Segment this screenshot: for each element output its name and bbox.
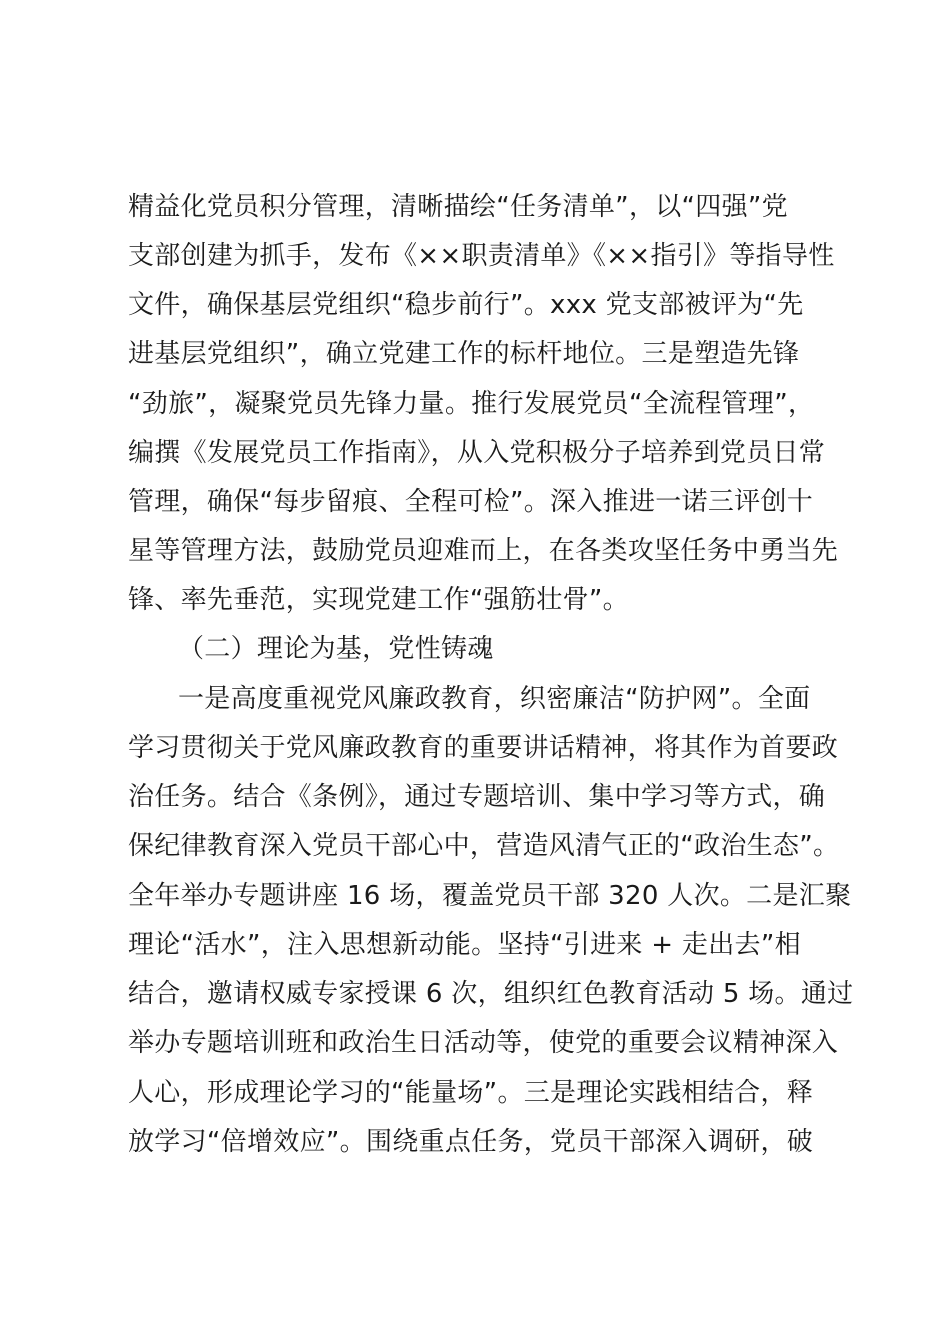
paragraph-line: 支部创建为抓手，发布《××职责清单》《××指引》等指导性 bbox=[128, 241, 835, 271]
paragraph-line: 管理，确保“每步留痕、全程可检”。深入推进一诺三评创十 bbox=[128, 487, 814, 517]
paragraph-line: 精益化党员积分管理，清晰描绘“任务清单”，以“四强”党 bbox=[128, 192, 788, 222]
paragraph-line: 放学习“倍增效应”。围绕重点任务，党员干部深入调研，破 bbox=[128, 1127, 814, 1157]
paragraph-line: 编撰《发展党员工作指南》，从入党积极分子培养到党员日常 bbox=[128, 438, 826, 468]
paragraph-line: 星等管理方法，鼓励党员迎难而上，在各类攻坚任务中勇当先 bbox=[128, 536, 839, 566]
paragraph-line: 锋、率先垂范，实现党建工作“强筋壮骨”。 bbox=[128, 585, 629, 615]
section-heading: （二）理论为基，党性铸魂 bbox=[178, 634, 494, 664]
paragraph-line: 学习贯彻关于党风廉政教育的重要讲话精神，将其作为首要政 bbox=[128, 733, 839, 763]
paragraph-line: 结合，邀请权威专家授课 6 次，组织红色教育活动 5 场。通过 bbox=[128, 979, 854, 1009]
paragraph-line: 一是高度重视党风廉政教育，织密廉洁“防护网”。全面 bbox=[178, 684, 811, 714]
paragraph-line: 进基层党组织”，确立党建工作的标杆地位。三是塑造先锋 bbox=[128, 339, 800, 369]
paragraph-line: “劲旅”，凝聚党员先锋力量。推行发展党员“全流程管理”， bbox=[128, 389, 815, 419]
paragraph-line: 治任务。结合《条例》，通过专题培训、集中学习等方式，确 bbox=[128, 782, 826, 812]
paragraph-line: 保纪律教育深入党员干部心中，营造风清气正的“政治生态”。 bbox=[128, 831, 840, 861]
paragraph-line: 理论“活水”，注入思想新动能。坚持“引进来 + 走出去”相 bbox=[128, 930, 801, 960]
paragraph-line: 人心，形成理论学习的“能量场”。三是理论实践相结合，释 bbox=[128, 1078, 814, 1108]
paragraph-line: 文件，确保基层党组织“稳步前行”。xxx 党支部被评为“先 bbox=[128, 290, 804, 320]
paragraph-line: 举办专题培训班和政治生日活动等，使党的重要会议精神深入 bbox=[128, 1028, 839, 1058]
paragraph-line: 全年举办专题讲座 16 场，覆盖党员干部 320 人次。二是汇聚 bbox=[128, 881, 852, 911]
